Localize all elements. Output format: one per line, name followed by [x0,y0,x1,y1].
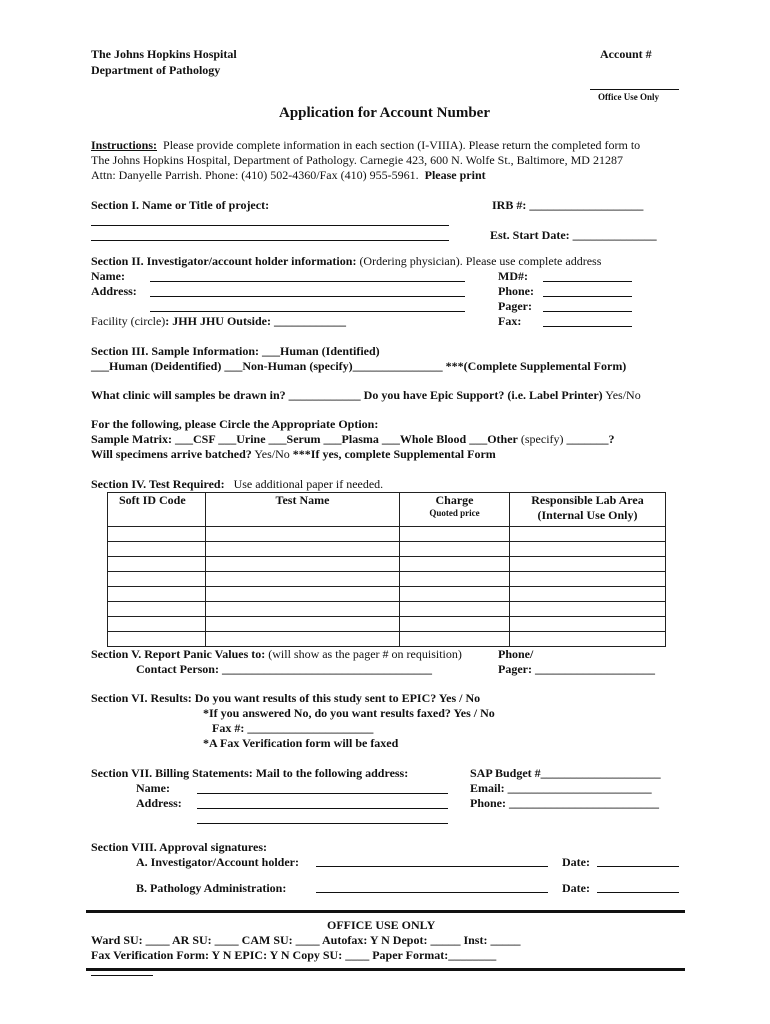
lab-area-title: Responsible Lab Area [531,493,644,507]
billing-address-field-2[interactable] [197,823,448,824]
table-cell[interactable] [108,587,206,602]
table-cell[interactable] [206,587,400,602]
table-cell[interactable] [108,632,206,647]
instructions-line-1 [91,138,640,152]
fax-field[interactable] [543,326,632,327]
table-cell[interactable] [108,602,206,617]
section6-line-2: *If you answered No, do you want results faxed? Yes / No [203,706,495,720]
table-cell[interactable] [510,557,666,572]
please-print: Please print [424,168,486,182]
table-cell[interactable] [510,527,666,542]
address-field-1[interactable] [150,296,465,297]
sap-budget-field[interactable]: SAP Budget #____________________ [470,766,661,780]
section2-header [91,254,601,268]
section4-note: Use additional paper if needed. [233,477,384,491]
project-title-line-2[interactable] [91,240,449,241]
contact-person-field[interactable]: Contact Person: ___________________________________ [136,662,432,676]
section3-line-2: ___Human (Deidentified) ___Non-Human (specify)_______________ ***(Complete Supplemental Form) [91,359,627,373]
sample-matrix-options[interactable]: Sample Matrix: ___CSF ___Urine ___Serum ___Plasma ___Whole Blood ___Other [91,432,518,446]
table-cell[interactable] [108,557,206,572]
table-cell[interactable] [108,527,206,542]
section5-header [91,647,462,661]
office-use-title: OFFICE USE ONLY [327,918,436,932]
batched-row [91,447,496,461]
pager-field-v[interactable]: Pager: ____________________ [498,662,655,676]
batched-question: Will specimens arrive batched? [91,447,252,461]
start-date-field[interactable]: Est. Start Date: ______________ [490,228,657,242]
section6-line-4: *A Fax Verification form will be faxed [203,736,399,750]
section6-line-1: Section VI. Results: Do you want results of this study sent to EPIC? Yes / No [91,691,481,705]
instructions-text-1: Please provide complete information in each section (I-VIIIA). Please return the completed form to [163,138,641,152]
table-cell[interactable] [206,572,400,587]
billing-email-field[interactable]: Email: ________________________ [470,781,652,795]
batched-yes-no[interactable]: Yes/No [254,447,290,461]
table-cell[interactable] [206,602,400,617]
epic-support-yes-no[interactable]: Yes/No [605,388,641,402]
instructions-text-3: Attn: Danyelle Parrish. Phone: (410) 502-4360/Fax (410) 955-5961. [91,168,419,182]
table-cell[interactable] [108,617,206,632]
table-cell[interactable] [206,617,400,632]
investigator-signature-label: A. Investigator/Account holder: [136,855,299,869]
pathology-date-label: Date: [562,881,590,895]
billing-name-label: Name: [136,781,170,795]
office-use-line-1: Ward SU: ____ AR SU: ____ CAM SU: ____ Autofax: Y N Depot: _____ Inst: _____ [91,933,521,947]
section1-label: Section I. Name or Title of project: [91,198,270,212]
project-title-line-1[interactable] [91,225,449,226]
internal-use-label: (Internal Use Only) [537,508,638,522]
section4-header [91,477,383,491]
table-cell[interactable] [400,617,510,632]
table-cell[interactable] [400,572,510,587]
page-title: Application for Account Number [279,105,490,121]
instructions-label: Instructions: [91,138,158,152]
pathology-admin-signature-field[interactable] [316,892,548,893]
other-specify-field[interactable]: _______? [566,432,615,446]
office-use-top-rule [86,910,685,913]
pager-label: Pager: [498,299,532,313]
table-cell[interactable] [510,572,666,587]
col-test-name: Test Name [206,493,400,527]
office-use-label: Office Use Only [598,92,659,102]
table-cell[interactable] [206,542,400,557]
results-fax-field[interactable]: Fax #: _____________________ [212,721,374,735]
investigator-date-label: Date: [562,855,590,869]
account-label: Account # [600,47,652,61]
table-row [108,572,666,587]
md-label: MD#: [498,269,528,283]
pathology-date-field[interactable] [597,892,679,893]
billing-address-label: Address: [136,796,182,810]
table-row [108,542,666,557]
table-cell[interactable] [400,602,510,617]
specify-label: (specify) [520,432,564,446]
charge-title: Charge [435,493,474,507]
table-cell[interactable] [400,587,510,602]
billing-phone-field[interactable]: Phone: _________________________ [470,796,659,810]
clinic-text: What clinic will samples be drawn in? ____________ Do you have Epic Support? (i.e. Label Printer) [91,388,603,402]
table-row [108,587,666,602]
name-field[interactable] [150,281,465,282]
test-table [107,492,666,647]
instructions-line-3 [91,168,486,182]
investigator-signature-field[interactable] [316,866,548,867]
instructions-line-2: The Johns Hopkins Hospital, Department of Pathology. Carnegie 423, 600 N. Wolfe St., Baltimore, MD 21287 [91,153,623,167]
billing-name-field[interactable] [197,793,448,794]
fax-label: Fax: [498,314,522,328]
department-name: Department of Pathology [91,63,221,77]
section5-label: Section V. Report Panic Values to: [91,647,266,661]
account-number-field[interactable] [590,89,679,90]
section2-label: Section II. Investigator/account holder information: [91,254,357,268]
col-charge [400,493,510,527]
facility-label: Facility (circle) [91,314,166,328]
clinic-question [91,388,641,402]
section4-label: Section IV. Test Required: [91,477,225,491]
phone-label: Phone: [498,284,534,298]
org-name: The Johns Hopkins Hospital [91,47,237,61]
table-row [108,527,666,542]
facility-row [91,314,346,328]
table-row [108,557,666,572]
quoted-price-label: Quoted price [429,508,480,518]
address-field-2[interactable] [150,311,465,312]
table-cell[interactable] [510,587,666,602]
section7-label: Section VII. Billing Statements: Mail to the following address: [91,766,409,780]
table-row [108,602,666,617]
phone-pager-label: Phone/ [498,647,534,661]
phone-field[interactable] [543,296,632,297]
office-use-line-2: Fax Verification Form: Y N EPIC: Y N Copy SU: ____ Paper Format:________ [91,948,497,962]
md-field[interactable] [543,281,632,282]
name-label: Name: [91,269,125,283]
pager-field[interactable] [543,311,632,312]
office-use-bottom-rule [86,968,685,971]
col-soft-id: Soft ID Code [108,493,206,527]
table-cell[interactable] [510,542,666,557]
circle-instruction: For the following, please Circle the Appropriate Option: [91,417,379,431]
section5-note: (will show as the pager # on requisition) [268,647,462,661]
investigator-date-field[interactable] [597,866,679,867]
table-cell[interactable] [206,557,400,572]
table-cell[interactable] [108,542,206,557]
table-cell[interactable] [206,632,400,647]
table-cell[interactable] [400,557,510,572]
table-row [108,632,666,647]
table-cell[interactable] [510,602,666,617]
section3-line-1: Section III. Sample Information: ___Human (Identified) [91,344,380,358]
table-cell[interactable] [400,542,510,557]
billing-address-field-1[interactable] [197,808,448,809]
table-cell[interactable] [510,632,666,647]
batched-note: ***If yes, complete Supplemental Form [292,447,496,461]
facility-options[interactable]: : JHH JHU Outside: ____________ [165,314,346,328]
section2-note: (Ordering physician). Please use complete address [359,254,602,268]
table-cell[interactable] [206,527,400,542]
table-cell[interactable] [510,617,666,632]
table-cell[interactable] [400,632,510,647]
table-cell[interactable] [400,527,510,542]
table-cell[interactable] [108,572,206,587]
pathology-admin-label: B. Pathology Administration: [136,881,287,895]
address-label: Address: [91,284,137,298]
col-lab-area [510,493,666,527]
irb-field[interactable]: IRB #: ___________________ [492,198,644,212]
section8-label: Section VIII. Approval signatures: [91,840,268,854]
table-row [108,617,666,632]
sample-matrix-row [91,432,615,446]
footer-mark [91,975,153,976]
